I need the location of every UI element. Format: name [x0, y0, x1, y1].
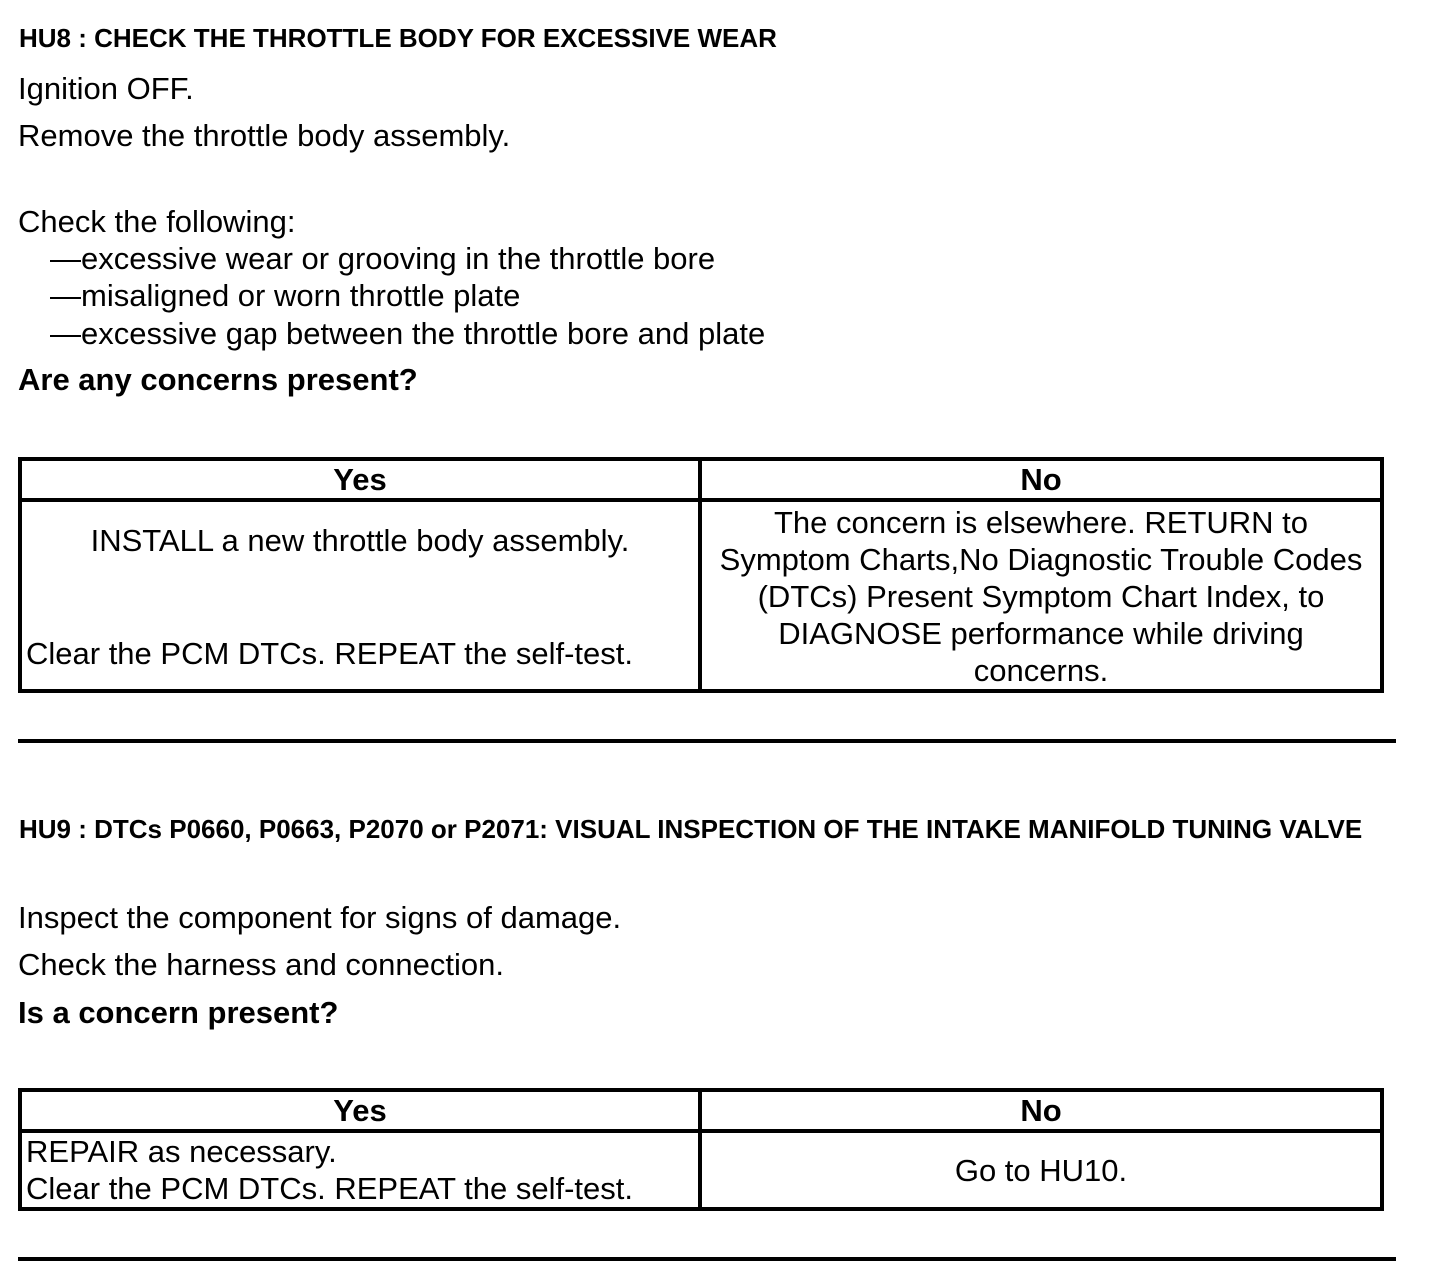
hu8-yes-action-2: Clear the PCM DTCs. REPEAT the self-test.: [26, 635, 633, 671]
hu8-no-line-4: DIAGNOSE performance while driving: [778, 616, 1304, 651]
hu9-yes-line-2: Clear the PCM DTCs. REPEAT the self-test.: [26, 1171, 633, 1206]
hu9-step-1: Inspect the component for signs of damage.: [18, 900, 622, 935]
hu9-heading: HU9 : DTCs P0660, P0663, P2070 or P2071: VISUAL INSPECTION OF THE INTAKE MANIFOLD TUNING VALVE: [19, 814, 1363, 844]
hu9-yes-header: Yes: [20, 1090, 700, 1131]
hu9-step-2: Check the harness and connection.: [18, 947, 504, 982]
section-divider-1: [18, 739, 1396, 743]
hu8-yes-action-1: INSTALL a new throttle body assembly.: [90, 522, 630, 558]
hu8-step-2: Remove the throttle body assembly.: [18, 118, 511, 153]
hu8-no-line-2: Symptom Charts,No Diagnostic Trouble Codes: [719, 542, 1363, 577]
hu8-check-item-3: —excessive gap between the throttle bore and plate: [50, 316, 766, 351]
hu8-heading: HU8 : CHECK THE THROTTLE BODY FOR EXCESSIVE WEAR: [19, 23, 777, 53]
hu9-yes-line-1: REPAIR as necessary.: [26, 1134, 337, 1169]
hu8-step-1: Ignition OFF.: [18, 71, 194, 106]
hu9-no-header: No: [700, 1090, 1382, 1131]
hu9-question: Is a concern present?: [18, 995, 339, 1030]
hu8-no-line-5: concerns.: [973, 653, 1109, 688]
hu8-check-item-1: —excessive wear or grooving in the throttle bore: [50, 241, 716, 276]
hu8-result-table: [18, 457, 1384, 693]
hu8-no-cell: [700, 500, 1382, 691]
hu8-yes-cell: [20, 500, 700, 691]
hu8-no-header: No: [700, 459, 1382, 500]
hu8-yes-header: Yes: [20, 459, 700, 500]
hu8-question: Are any concerns present?: [18, 362, 418, 397]
hu8-check-item-2: —misaligned or worn throttle plate: [50, 278, 521, 313]
hu9-yes-cell: [20, 1131, 700, 1209]
hu8-no-line-1: The concern is elsewhere. RETURN to: [773, 505, 1309, 540]
hu9-no-cell: Go to HU10.: [700, 1131, 1382, 1209]
hu8-check-intro: Check the following:: [18, 204, 296, 239]
section-divider-2: [18, 1257, 1396, 1261]
hu9-result-table: [18, 1088, 1384, 1211]
hu8-no-line-3: (DTCs) Present Symptom Chart Index, to: [757, 579, 1325, 614]
